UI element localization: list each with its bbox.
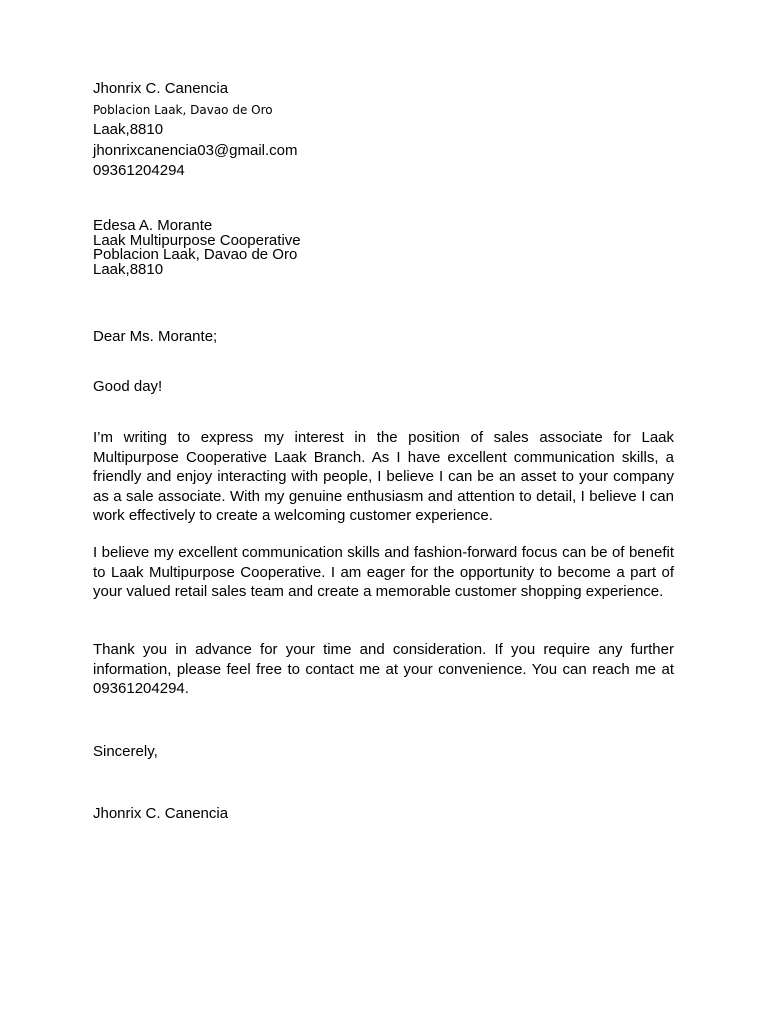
body-paragraph-2: I believe my excellent communication skills and fashion-forward focus can be of benefit to Laak Multipurpose Cooperative. I am eager for the opportunity to become a part of your valued retail sales team and create a memorable customer shopping experience. [93, 544, 674, 600]
signature-name: Jhonrix C. Canencia [93, 805, 229, 822]
greeting: Good day! [93, 378, 163, 395]
sender-address-line2: Laak,8810 [93, 121, 164, 138]
body-paragraph-3: Thank you in advance for your time and consideration. If you require any further information, please feel free to contact me at your convenience. You can reach me at 09361204294. [93, 641, 674, 697]
sender-name: Jhonrix C. Canencia [93, 80, 229, 97]
recipient-address-line2: Laak,8810 [93, 261, 164, 278]
recipient-organization: Laak Multipurpose Cooperative [93, 232, 301, 249]
sender-address-line1: Poblacion Laak, Davao de Oro [93, 103, 273, 117]
sender-phone: 09361204294 [93, 162, 185, 179]
salutation: Dear Ms. Morante; [93, 328, 218, 345]
sender-email: jhonrixcanencia03@gmail.com [93, 142, 298, 159]
body-paragraph-1: I’m writing to express my interest in the position of sales associate for Laak Multipurpose Cooperative Laak Branch. As I have excellent communication skills, a friendly and enjoy interacting with people, I believe I can be an asset to your company as a sale associate. With my genuine enthusiasm and attention to detail, I believe I can work effectively to create a welcoming customer experience. [93, 429, 674, 524]
closing: Sincerely, [93, 743, 158, 760]
recipient-address-line1: Poblacion Laak, Davao de Oro [93, 246, 298, 263]
recipient-name: Edesa A. Morante [93, 217, 213, 234]
